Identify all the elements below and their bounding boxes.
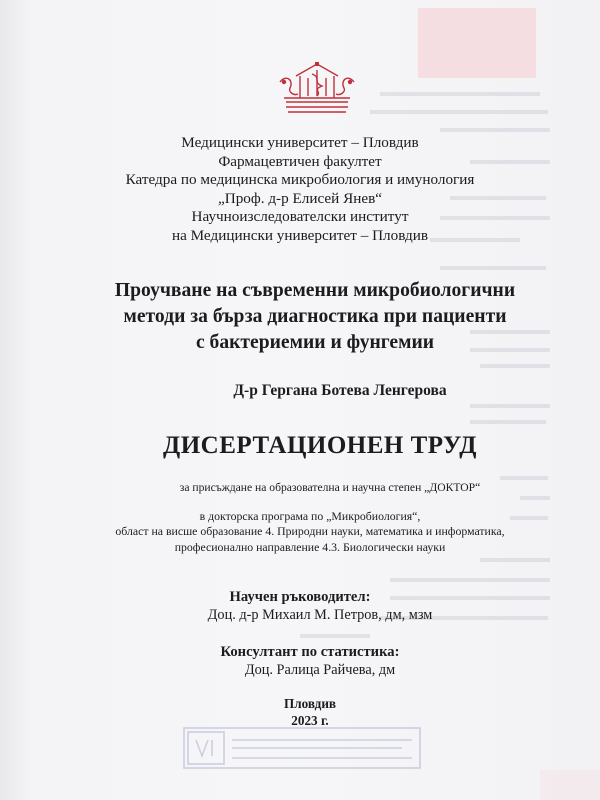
institution-line: Научноизследователски институт [191,208,409,226]
consultant-name: Доц. Ралица Райчева, дм [244,662,396,678]
document-type-heading: ДИСЕРТАЦИОНЕН ТРУД [163,432,477,459]
institution-line: на Медицински университет – Пловдив [171,226,429,244]
title-line: с бактериемии и фунгемии [195,332,435,353]
program-line: в докторска програма по „Микробиология“, [199,509,421,523]
institution-block [0,134,600,246]
place: Пловдив [283,696,337,711]
institution-line: „Проф. д-р Елисей Янев“ [218,189,382,207]
mu-plovdiv-logo-icon [276,58,358,118]
dissertation-title [50,278,580,356]
institution-line: Медицински университет – Пловдив [181,134,419,151]
program-line: професионално направление 4.3. Биологически науки [174,539,446,554]
library-stamp-icon [182,726,422,770]
institution-line: Фармацевтичен факултет [218,152,382,170]
consultant-label: Консултант по статистика: [220,644,400,660]
supervisor-label: Научен ръководител: [229,589,371,605]
title-line: Проучване на съвременни микробиологични [114,280,516,301]
program-block [40,509,580,555]
supervisor-name: Доц. д-р Михаил М. Петров, дм, мзм [207,607,433,623]
title-line: методи за бърза диагностика при пациенти [123,306,507,327]
program-line: област на висше образование 4. Природни науки, математика и информатика, [115,524,505,539]
author-name: Д-р Гергана Ботева Ленгерова [233,382,447,399]
corner-sticker [418,8,536,78]
corner-tint [540,770,600,800]
degree-line: за присъждане на образователна и научна степен „ДОКТОР“ [179,481,481,494]
year: 2023 г. [291,713,329,728]
institution-line: Катедра по медицинска микробиология и имунология [125,171,475,189]
